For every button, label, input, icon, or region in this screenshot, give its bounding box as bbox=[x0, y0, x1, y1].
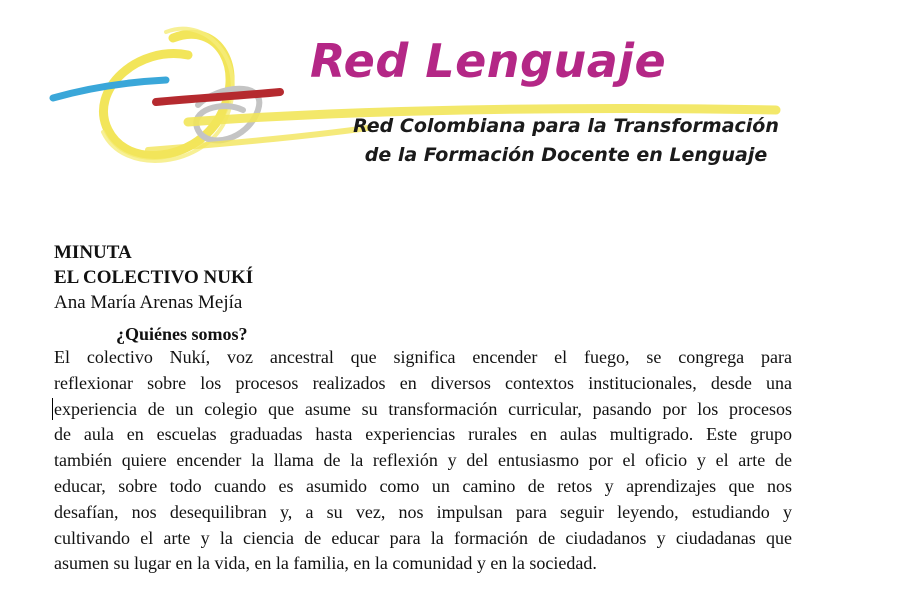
brand-subtitle-line-1: Red Colombiana para la Transformación bbox=[353, 115, 779, 137]
body-paragraph[interactable] bbox=[54, 345, 792, 577]
section-heading: ¿Quiénes somos? bbox=[116, 324, 248, 344]
paragraph-line: cultivando el arte y la ciencia de educar para la formación de ciudadanos y ciudadanas que bbox=[54, 527, 792, 548]
text-cursor bbox=[52, 398, 53, 420]
paragraph-line: reflexionar sobre los procesos realizados en diversos contextos institucionales, desde una bbox=[54, 372, 792, 393]
paragraph-line: asumen su lugar en la vida, en la familia, en la comunidad y en la sociedad. bbox=[54, 553, 597, 574]
paragraph-line: de aula en escuelas graduadas hasta experiencias rurales en aulas multigrado. Este grupo bbox=[54, 424, 792, 445]
document-title: EL COLECTIVO NUKÍ bbox=[54, 267, 254, 288]
document-body bbox=[54, 240, 792, 577]
brand-subtitle-line-2: de la Formación Docente en Lenguaje bbox=[364, 144, 768, 166]
paragraph-line: desafían, nos desequilibran y, a su vez, nos impulsan para seguir leyendo, estudiando y bbox=[54, 501, 792, 522]
brand-title: Red Lenguaje bbox=[310, 34, 667, 88]
brand-subtitle bbox=[306, 112, 826, 170]
paragraph-line: El colectivo Nukí, voz ancestral que significa encender el fuego, se congrega para bbox=[54, 347, 792, 367]
paragraph-line: experiencia de un colegio que asume su transformación curricular, pasando por los procesos bbox=[54, 398, 792, 419]
document-author: Ana María Arenas Mejía bbox=[54, 292, 243, 313]
document-label: MINUTA bbox=[54, 242, 132, 263]
paragraph-line: también quiere encender la llama de la reflexión y del entusiasmo por el oficio y el arte de bbox=[54, 450, 792, 471]
paragraph-line: educar, sobre todo cuando es asumido como un camino de retos y aprendizajes que nos bbox=[54, 475, 792, 496]
